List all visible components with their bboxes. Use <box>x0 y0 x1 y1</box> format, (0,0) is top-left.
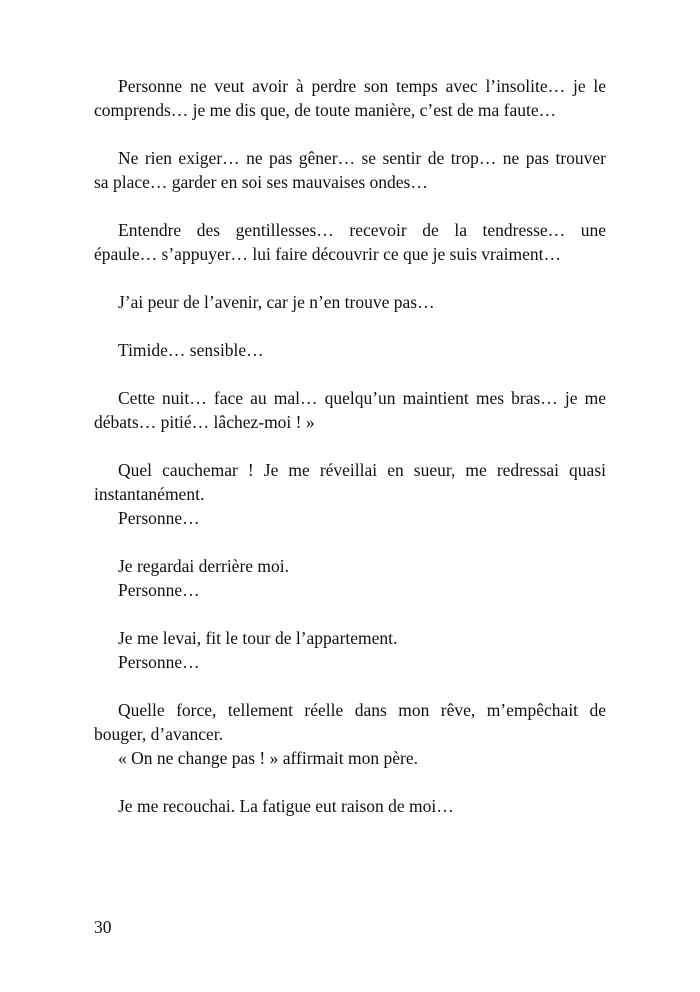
text-line: épaule… s’appuyer… lui faire découvrir ce que je suis vraiment… <box>94 244 561 264</box>
text-line: Je regardai derrière moi. <box>118 556 290 576</box>
text-line: Je me levai, fit le tour de l’appartement. <box>118 628 398 648</box>
text-line: sa place… garder en soi ses mauvaises ondes… <box>94 172 428 192</box>
text-line: Je me recouchai. La fatigue eut raison de moi… <box>118 796 454 816</box>
text-line: Quelle force, tellement réelle dans mon rêve, m’empêchait de <box>118 700 606 720</box>
text-line: comprends… je me dis que, de toute manière, c’est de ma faute… <box>94 100 557 120</box>
text-line: Personne… <box>118 580 200 600</box>
paragraph-derriere <box>94 554 606 602</box>
text-line: Cette nuit… face au mal… quelqu’un maintient mes bras… je me <box>118 388 606 408</box>
paragraph-rien-exiger <box>94 146 606 194</box>
page-number: 30 <box>94 917 112 937</box>
text-line: bouger, d’avancer. <box>94 724 224 744</box>
paragraph-cauchemar <box>94 458 606 530</box>
paragraph-cette-nuit <box>94 386 606 434</box>
text-line: Timide… sensible… <box>118 340 264 360</box>
text-line: instantanément. <box>94 484 205 504</box>
body-text <box>94 74 606 842</box>
text-line: Personne… <box>118 508 200 528</box>
text-line: débats… pitié… lâchez-moi ! » <box>94 412 315 432</box>
paragraph-levai <box>94 626 606 674</box>
text-line: « On ne change pas ! » affirmait mon père. <box>118 748 418 768</box>
paragraph-insolite <box>94 74 606 122</box>
paragraph-quelle-force <box>94 698 606 770</box>
paragraph-avenir <box>94 290 606 314</box>
paragraph-gentillesses <box>94 218 606 266</box>
text-line: J’ai peur de l’avenir, car je n’en trouve pas… <box>118 292 435 312</box>
paragraph-timide <box>94 338 606 362</box>
paragraph-recouchai <box>94 794 606 818</box>
text-line: Entendre des gentillesses… recevoir de la tendresse… une <box>118 220 606 240</box>
text-line: Quel cauchemar ! Je me réveillai en sueur, me redressai quasi <box>118 460 606 480</box>
text-line: Personne… <box>118 652 200 672</box>
text-line: Personne ne veut avoir à perdre son temps avec l’insolite… je le <box>118 76 606 96</box>
text-line: Ne rien exiger… ne pas gêner… se sentir de trop… ne pas trouver <box>118 148 606 168</box>
